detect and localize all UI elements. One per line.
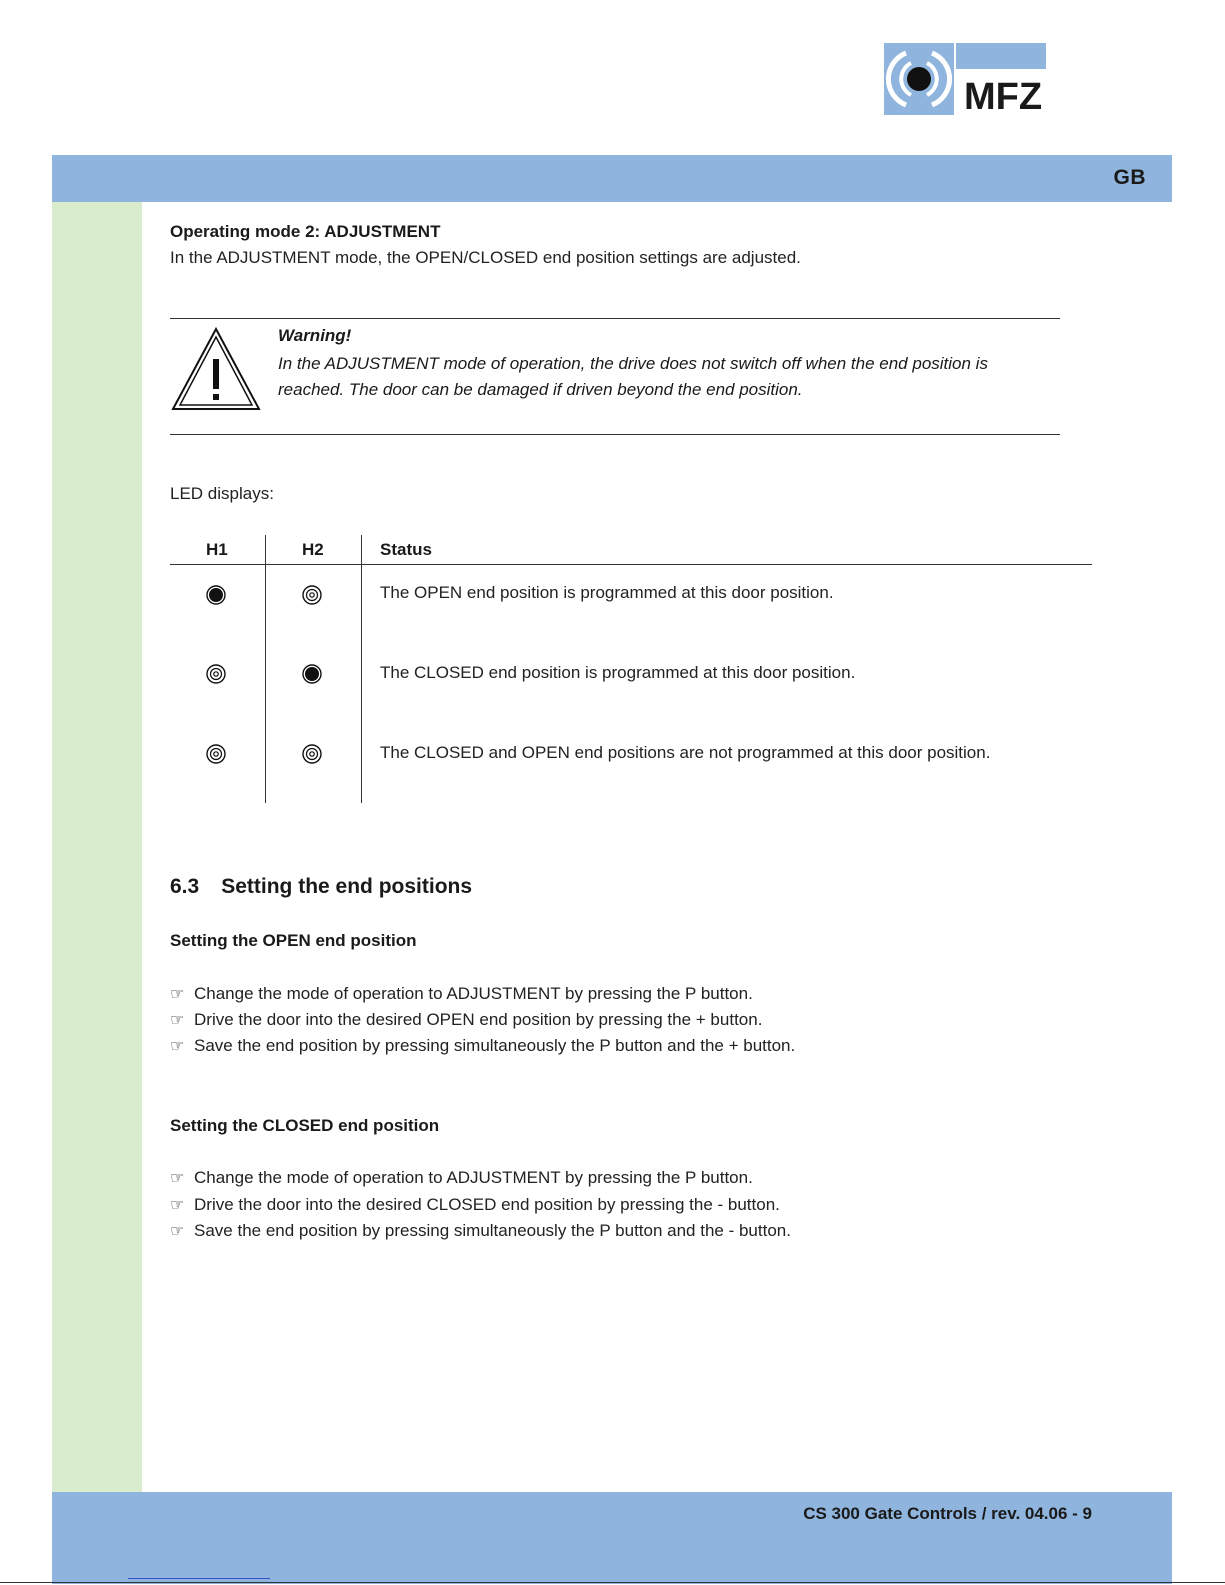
mfz-logo xyxy=(884,43,1046,115)
warning-text: In the ADJUSTMENT mode of operation, the drive does not switch off when the end position is reached. The door can be damaged if driven beyond the end position. xyxy=(278,354,988,399)
pointing-hand-icon: ☞ xyxy=(170,1223,185,1240)
footer-band xyxy=(52,1492,1172,1584)
pointing-hand-icon: ☞ xyxy=(170,1038,185,1055)
table-divider-2 xyxy=(361,535,362,803)
warning-title: Warning! xyxy=(278,326,352,345)
section-name: Setting the end positions xyxy=(221,875,473,898)
open-position-title: Setting the OPEN end position xyxy=(170,931,417,950)
open-step-2: ☞ Drive the door into the desired OPEN end position by pressing the + button. xyxy=(170,1010,763,1029)
page-bottom-rule xyxy=(0,1582,1225,1583)
table-divider-1 xyxy=(265,535,266,803)
header-band xyxy=(52,155,1172,202)
led-status-row-2: The CLOSED end position is programmed at this door position. xyxy=(380,663,856,682)
led-status-row-3: The CLOSED and OPEN end positions are not programmed at this door position. xyxy=(380,743,991,762)
led-on-icon xyxy=(302,664,322,684)
led-flashing-icon xyxy=(206,664,226,684)
led-displays-label: LED displays: xyxy=(170,484,274,503)
warning-triangle-icon xyxy=(170,326,262,412)
language-code: GB xyxy=(1113,166,1146,189)
pointing-hand-icon: ☞ xyxy=(170,986,185,1003)
pointing-hand-icon: ☞ xyxy=(170,1012,185,1029)
led-on-icon xyxy=(206,585,226,605)
closed-step-1: ☞ Change the mode of operation to ADJUSTMENT by pressing the P button. xyxy=(170,1168,753,1187)
warning-bottom-rule xyxy=(170,434,1060,435)
col-header-h1: H1 xyxy=(206,540,228,559)
led-flashing-icon xyxy=(302,744,322,764)
led-flashing-icon xyxy=(302,585,322,605)
led-flashing-icon xyxy=(206,744,226,764)
side-band xyxy=(52,202,142,1492)
svg-text:MFZ: MFZ xyxy=(964,76,1043,115)
footer-text: CS 300 Gate Controls / rev. 04.06 - 9 xyxy=(803,1504,1092,1523)
section-title xyxy=(170,875,472,899)
open-step-1: ☞ Change the mode of operation to ADJUSTMENT by pressing the P button. xyxy=(170,984,753,1003)
open-step-3: ☞ Save the end position by pressing simultaneously the P button and the + button. xyxy=(170,1036,796,1055)
pointing-hand-icon: ☞ xyxy=(170,1170,185,1187)
col-header-status: Status xyxy=(380,540,432,559)
section-number: 6.3 xyxy=(170,875,200,898)
mode2-title: Operating mode 2: ADJUSTMENT xyxy=(170,222,441,241)
warning-top-rule xyxy=(170,318,1060,319)
mode2-intro: In the ADJUSTMENT mode, the OPEN/CLOSED end position settings are adjusted. xyxy=(170,248,801,267)
link-underline xyxy=(128,1578,270,1579)
pointing-hand-icon: ☞ xyxy=(170,1197,185,1214)
closed-step-3: ☞ Save the end position by pressing simultaneously the P button and the - button. xyxy=(170,1221,791,1240)
table-header-rule xyxy=(170,564,1092,565)
led-status-row-1: The OPEN end position is programmed at this door position. xyxy=(380,583,834,602)
col-header-h2: H2 xyxy=(302,540,324,559)
closed-position-title: Setting the CLOSED end position xyxy=(170,1116,440,1135)
closed-step-2: ☞ Drive the door into the desired CLOSED end position by pressing the - button. xyxy=(170,1195,780,1214)
